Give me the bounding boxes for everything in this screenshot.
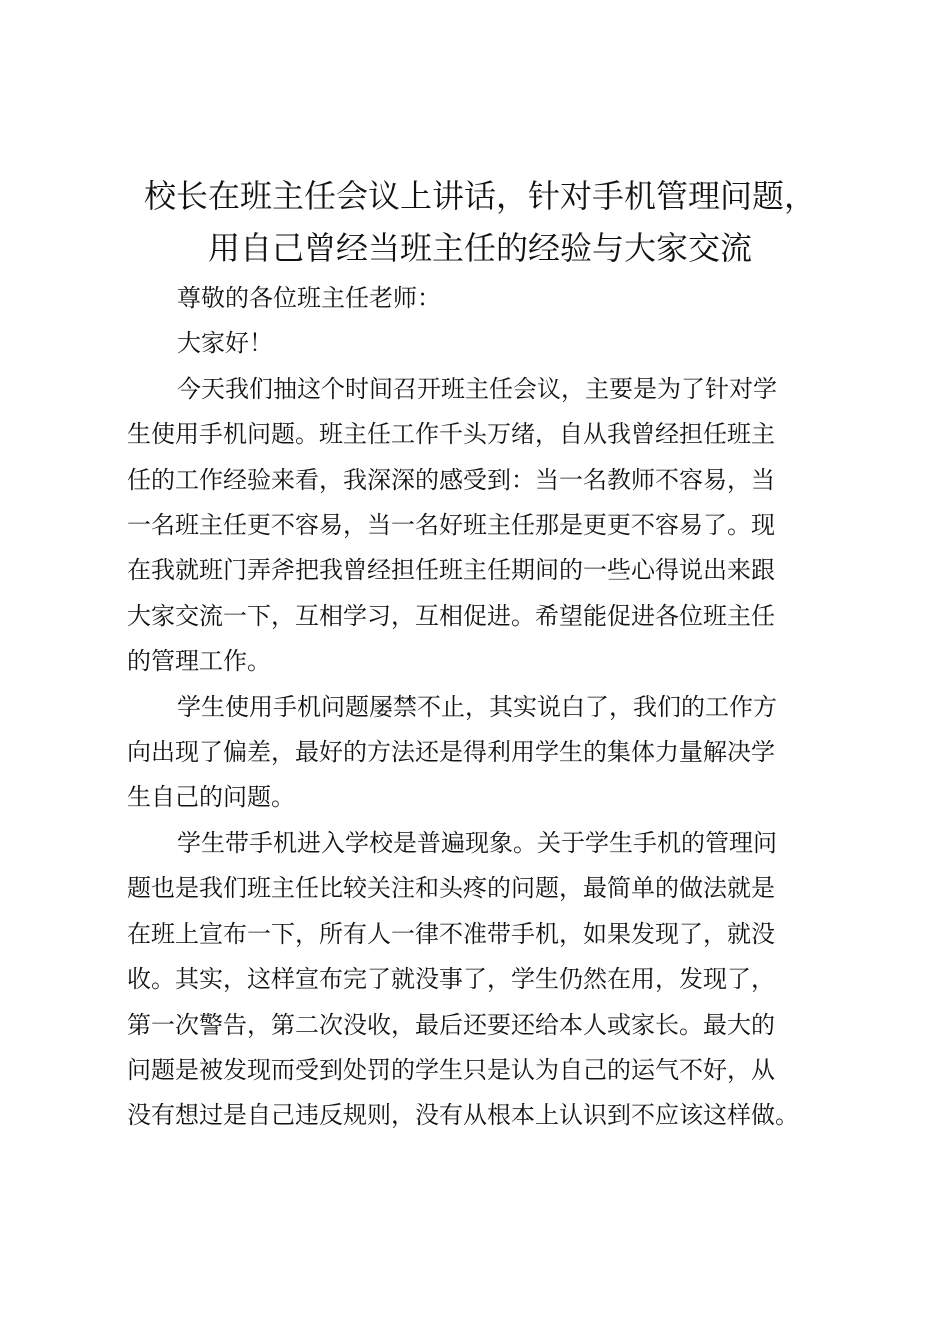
paragraph-line: 学生使用手机问题屡禁不止，其实说白了，我们的工作方 [177, 692, 777, 721]
paragraph-line: 大家交流一下，互相学习，互相促进。希望能促进各位班主任 [127, 601, 775, 630]
paragraph-line: 生使用手机问题。班主任工作千头万绪，自从我曾经担任班主 [127, 420, 775, 449]
document-body [127, 276, 833, 1139]
paragraph-line: 没有想过是自己违反规则，没有从根本上认识到不应该这样做。 [127, 1101, 799, 1130]
greeting [127, 321, 833, 366]
paragraph-line: 第一次警告，第二次没收，最后还要还给本人或家长。最大的 [127, 1010, 775, 1039]
paragraph-line: 生自己的问题。 [127, 783, 295, 812]
paragraph-line: 任的工作经验来看，我深深的感受到：当一名教师不容易，当 [127, 465, 775, 494]
paragraph-line: 一名班主任更不容易，当一名好班主任那是更更不容易了。现 [127, 511, 775, 540]
paragraph-3 [127, 821, 833, 1139]
salutation [127, 276, 833, 321]
paragraph-line: 在我就班门弄斧把我曾经担任班主任期间的一些心得说出来跟 [127, 556, 775, 585]
salutation-line: 尊敬的各位班主任老师： [177, 284, 441, 312]
paragraph-line: 在班上宣布一下，所有人一律不准带手机，如果发现了，就没 [127, 919, 775, 948]
title-line: 校长在班主任会议上讲话，针对手机管理问题， [143, 177, 816, 215]
paragraph-line: 向出现了偏差，最好的方法还是得利用学生的集体力量解决学 [127, 738, 775, 767]
paragraph-line: 今天我们抽这个时间召开班主任会议，主要是为了针对学 [177, 374, 777, 403]
paragraph-line: 的管理工作。 [127, 647, 271, 676]
paragraph-2 [127, 685, 833, 821]
paragraph-line: 收。其实，这样宣布完了就没事了，学生仍然在用，发现了， [127, 965, 775, 994]
document-title [110, 170, 850, 274]
paragraph-1 [127, 367, 833, 685]
greeting-line: 大家好！ [177, 329, 273, 358]
paragraph-line: 题也是我们班主任比较关注和头疼的问题，最简单的做法就是 [127, 874, 775, 903]
paragraph-line: 问题是被发现而受到处罚的学生只是认为自己的运气不好，从 [127, 1055, 775, 1084]
paragraph-line: 学生带手机进入学校是普遍现象。关于学生手机的管理问 [177, 828, 777, 857]
title-line: 用自己曾经当班主任的经验与大家交流 [207, 229, 752, 267]
